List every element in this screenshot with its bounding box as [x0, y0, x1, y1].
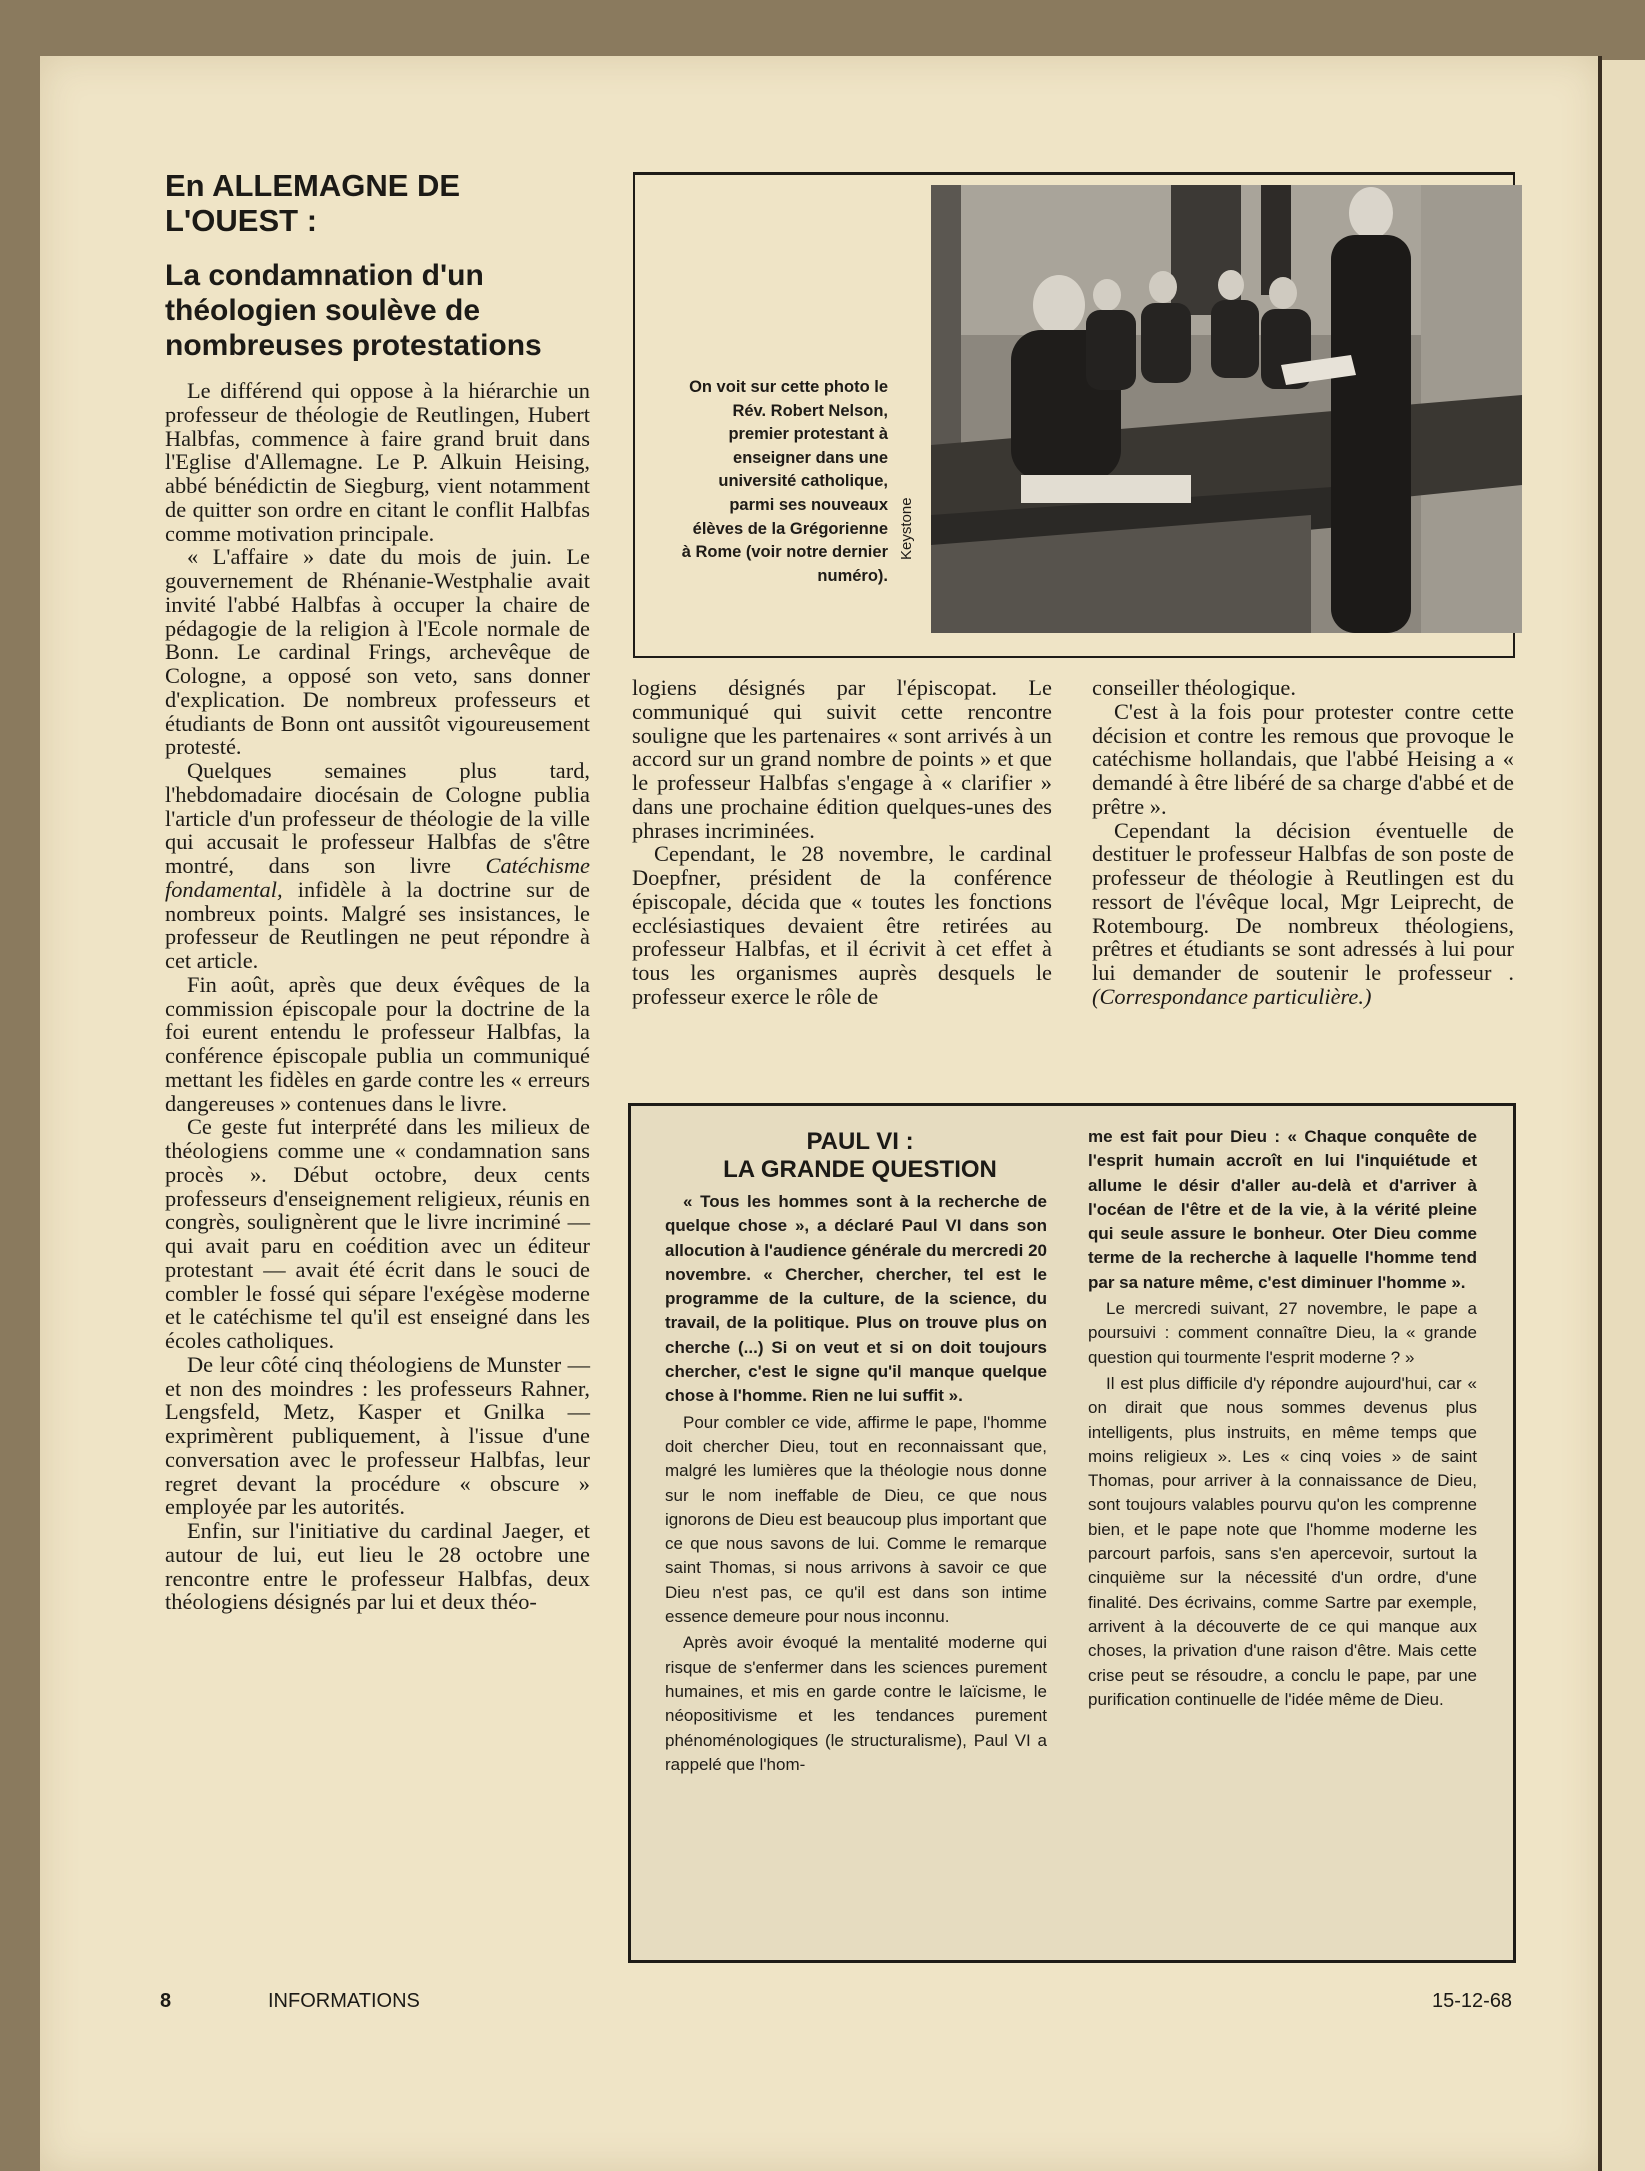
paragraph	[165, 759, 590, 973]
page-number: 8	[160, 1990, 172, 2012]
paragraph: « L'affaire » date du mois de juin. Le gouvernement de Rhénanie-Westphalie avait invité l'abbé Halbfas à occuper la chaire de pédagogie de la religion à l'Ecole normale de Bonn. Le cardinal Frings, archevêque de Cologne, a opposé son veto, sans donner d'explication. De nombreux professeurs et étudiants de Bonn ont aussitôt vigoureusement protesté.	[165, 544, 590, 760]
paragraph-text: Cependant la décision éventuelle de destituer le professeur Halbfas de son poste de professeur de théologie à Reutlingen est du ressort de l'évêque local, Mgr Leiprecht, de Rotembourg. De nombreux théologiens, prêtres et étudiants se sont adressés à lui pour lui demander de soutenir le professeur .	[1092, 817, 1514, 985]
paragraph: Cependant, le 28 novembre, le cardinal Doepfner, président de la conférence épiscopale, décida que « toutes les fonctions ecclésiastiques devaient être retirées au professeur Halbfas, et il écrivit à cet effet à tous les organismes auprès desquels le professeur exerce le rôle de	[632, 841, 1052, 1009]
box-paragraph: « Tous les hommes sont à la recherche de quelque chose », a déclaré Paul VI dans son allocution à l'audience générale du mercredi 20 novembre. « Chercher, chercher, tel est le programme de la culture, de la science, du travail, de la politique. Plus on trouve plus on cherche (...) Si on veut et si on doit toujours chercher, c'est le signe qu'il manque quelque chose à l'homme. Rien ne lui suffit ».	[665, 1192, 1047, 1406]
paragraph: Ce geste fut interprété dans les milieux de théologiens comme une « condamnation sans procès ». Début octobre, deux cents professeurs d'enseignement religieux, réunis en congrès, soulignèrent que le livre incriminé — qui avait paru en coédition avec un éditeur protestant — avait été écrit dans le souci de combler le fossé qui sépare l'exégèse moderne et le catéchisme tel qu'il est enseigné dans les écoles catholiques.	[165, 1114, 590, 1353]
box-paragraph: Le mercredi suivant, 27 novembre, le pape a poursuivi : comment connaître Dieu, la « grande question qui tourmente l'esprit moderne ? »	[1088, 1299, 1477, 1367]
box-paragraph: Pour combler ce vide, affirme le pape, l'homme doit chercher Dieu, tout en reconnaissant que, malgré les lumières que la théologie nous donne sur le nom ineffable de Dieu, ce que nous ignorons de Dieu est beaucoup plus important que ce que nous savons de lui. Comme le remarque saint Thomas, si nous arrivons à savoir ce que Dieu n'est pas, ce qu'il est dans son intime essence demeure pour nous inconnu.	[665, 1412, 1047, 1627]
box-title-line-1: PAUL VI :	[806, 1128, 914, 1155]
paragraph-text: infidèle à la doctrine sur de nombreux points. Malgré ses insistances, le professeur de Reutlingen ne peut répondre à cet article.	[165, 876, 590, 973]
paragraph: conseiller théologique.	[1092, 675, 1296, 700]
page-spine	[1598, 56, 1602, 2171]
publication-name: INFORMATIONS	[268, 1990, 420, 2012]
paragraph: Enfin, sur l'initiative du cardinal Jaeger, et autour de lui, eut lieu le 28 octobre une rencontre entre le professeur Halbfas, deux théologiens désignés par lui et deux théo-	[165, 1518, 590, 1615]
classroom-photo	[931, 185, 1522, 633]
paragraph: logiens désignés par l'épiscopat. Le communiqué qui suivit cette rencontre souligne que les partenaires « sont arrivés à un accord sur un grand nombre de points » et que le professeur Halbfas s'engage à « clarifier » dans une prochaine édition quelques-unes des phrases incriminées.	[632, 675, 1052, 843]
source-note: (Correspondance particulière.)	[1092, 983, 1372, 1009]
paragraph: Le différend qui oppose à la hiérarchie un professeur de théologie de Reutlingen, Hubert Halbfas, commence à faire grand bruit dans l'Eglise d'Allemagne. Le P. Alkuin Heising, abbé bénédictin de Siegburg, vient notamment de quitter son ordre en citant le conflit Halbfas comme motivation principale.	[165, 378, 590, 546]
article-kicker: En ALLEMAGNE DE L'OUEST :	[165, 168, 461, 238]
box-column-2	[1088, 1125, 1477, 1714]
paragraph-text: Quelques semaines plus tard, l'hebdomadaire diocésain de Cologne publia l'article d'un professeur de théologie de la ville qui accusait le professeur Halbfas de s'être montré, dans son livre	[165, 758, 590, 878]
box-paragraph: me est fait pour Dieu : « Chaque conquête de l'esprit humain accroît en lui l'inquiétude et allume le désir d'aller au-delà et d'arriver à l'océan de l'être et de la vie, à la vérité pleine qui seule assure le bonheur. Oter Dieu comme terme de la recherche à laquelle l'homme tend par sa nature même, c'est diminuer l'homme ».	[1088, 1127, 1477, 1292]
article-headline: La condamnation d'un théologien soulève de nombreuses protestations	[165, 259, 542, 362]
box-title-line-2: LA GRANDE QUESTION	[723, 1156, 997, 1183]
paragraph: De leur côté cinq théologiens de Munster — et non des moindres : les professeurs Rahner, Lengsfeld, Metz, Kasper et Gnilka — exprimèrent publiquement, à l'issue d'une conversation avec le professeur Halbfas, leur regret devant la procédure « obscure » employée par les autorités.	[165, 1351, 590, 1520]
article-column-1	[165, 379, 590, 1614]
box-paragraph: Il est plus difficile d'y répondre aujourd'hui, car « on dirait que nous sommes devenus plus intelligents, plus instruits, en même temps que moins religieux ». Les « cinq voies » de saint Thomas, pour arriver à la connaissance de Dieu, sont toujours valables pourvu qu'on les comprenne bien, et le pape note que l'homme moderne les parcourt parfois, sans s'en apercevoir, surtout la cinquième sur la nécessité d'un ordre, d'une finalité. Des écrivains, comme Sartre par exemple, arrivent à la découverte de ce qui manque aux choses, la privation d'une raison d'être. Mais cette crise peut se résoudre, a conclu le pape, par une purification continuelle de l'idée même de Dieu.	[1088, 1373, 1477, 1709]
paragraph	[1092, 819, 1514, 1009]
issue-date: 15-12-68	[1432, 1990, 1513, 2012]
next-page-edge	[1600, 60, 1645, 2171]
box-paragraph: Après avoir évoqué la mentalité moderne qui risque de s'enfermer dans les sciences purement humaines, et mis en garde contre le laïcisme, le néopositivisme et les tendances purement phénoménologiques (le structuralisme), Paul VI a rappelé que l'hom-	[665, 1633, 1047, 1774]
photo-caption: On voit sur cette photo le Rév. Robert Nelson, premier protestant à enseigner dans une université catholique, parmi ses nouveaux élèves de la Grégorienne à Rome (voir notre dernier numéro).	[681, 378, 888, 585]
classroom-photo-image	[931, 185, 1522, 633]
photo-credit: Keystone	[898, 497, 915, 560]
article-column-3	[1092, 676, 1514, 1009]
paragraph: C'est à la fois pour protester contre cette décision et contre les remous que provoque le catéchisme hollandais, que l'abbé Heising a « demandé à être libéré de sa charge d'abbé et de prêtre ».	[1092, 698, 1514, 819]
box-title	[640, 1128, 1080, 1184]
article-column-2	[632, 676, 1052, 1009]
box-column-1	[665, 1190, 1047, 1779]
paragraph: Fin août, après que deux évêques de la commission épiscopale pour la doctrine de la foi eurent entendu le professeur Halbfas, la conférence épiscopale publia un communiqué mettant les fidèles en garde contre les « erreurs dangereuses » contenues dans le livre.	[165, 971, 590, 1116]
book-title: Catéchisme fondamental,	[165, 853, 590, 902]
